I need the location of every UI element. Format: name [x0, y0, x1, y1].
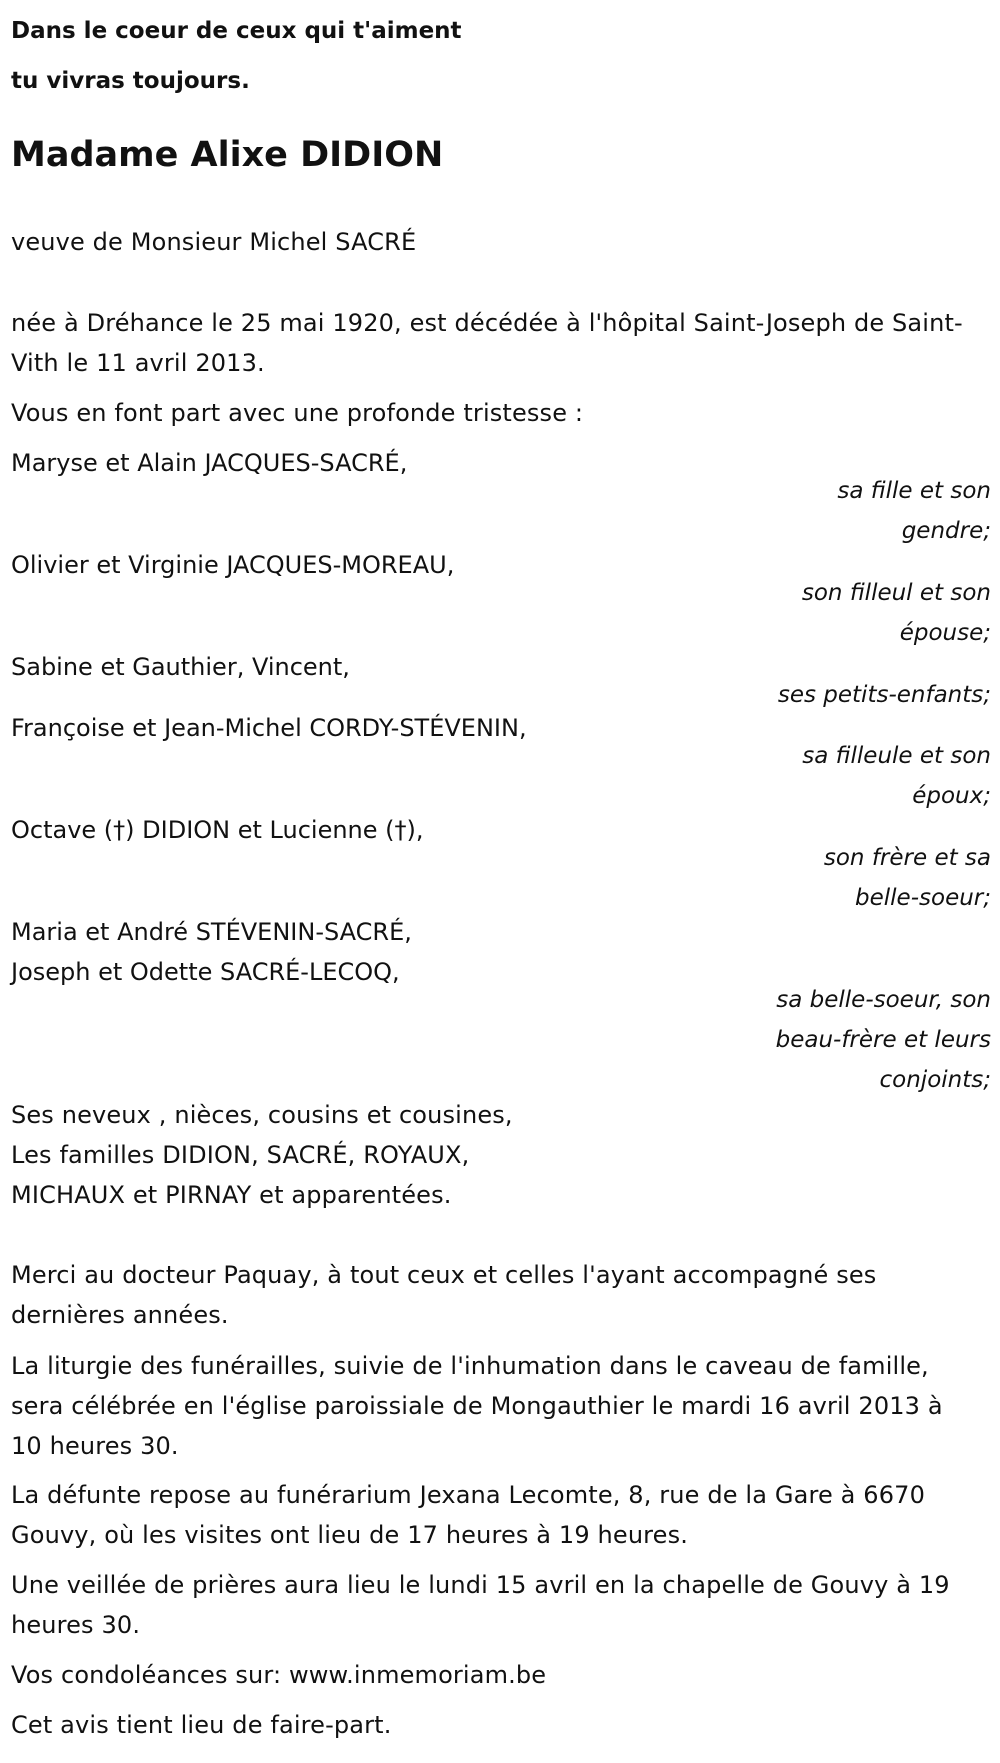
- epitaph-line-2: tu vivras toujours.: [11, 68, 250, 94]
- family-names: Maria et André STÉVENIN-SACRÉ,: [11, 918, 412, 946]
- family-names: Sabine et Gauthier, Vincent,: [11, 653, 350, 681]
- family-role: ses petits-enfants;: [777, 682, 991, 708]
- family-role: sa belle-soeur, son beau-frère et leurs conjoints;: [775, 987, 991, 1093]
- widow-line: veuve de Monsieur Michel SACRÉ: [11, 228, 417, 256]
- family-entry: [11, 647, 991, 708]
- liturgy-text: La liturgie des funérailles, suivie de l'inhumation dans le caveau de famille, sera célébrée en l'église paroissiale de Mongauthier le mardi 16 avril 2013 à 10 heures 30.: [11, 1352, 943, 1460]
- extended-family-line: Ses neveux , nièces, cousins et cousines,: [11, 1101, 513, 1129]
- family-role: son filleul et son épouse;: [801, 580, 991, 646]
- announcement-intro: Vous en font part avec une profonde tristesse :: [11, 399, 584, 427]
- vigil-text: Une veillée de prières aura lieu le lundi 15 avril en la chapelle de Gouvy à 19 heures 30.: [11, 1571, 950, 1639]
- family-names: Octave (†) DIDION et Lucienne (†),: [11, 816, 424, 844]
- family-entry: [11, 912, 991, 1093]
- extended-family-line: Les familles DIDION, SACRÉ, ROYAUX,: [11, 1141, 470, 1169]
- condolences-text: Vos condoléances sur: www.inmemoriam.be: [11, 1661, 547, 1689]
- family-entry: [11, 545, 991, 646]
- family-role: sa fille et son gendre;: [837, 478, 991, 544]
- family-role: son frère et sa belle-soeur;: [823, 845, 991, 911]
- family-names: Françoise et Jean-Michel CORDY-STÉVENIN,: [11, 714, 527, 742]
- family-entry: [11, 708, 991, 809]
- thanks-text: Merci au docteur Paquay, à tout ceux et celles l'ayant accompagné ses dernières années.: [11, 1261, 877, 1329]
- family-role: sa filleule et son époux;: [802, 743, 991, 809]
- extended-family-line: MICHAUX et PIRNAY et apparentées.: [11, 1181, 452, 1209]
- birth-death-text: née à Dréhance le 25 mai 1920, est décédée à l'hôpital Saint-Joseph de Saint-Vith le 11 avril 2013.: [11, 309, 963, 377]
- family-names: Joseph et Odette SACRÉ-LECOQ,: [11, 958, 400, 986]
- family-names: Maryse et Alain JACQUES-SACRÉ,: [11, 449, 408, 477]
- family-names: Olivier et Virginie JACQUES-MOREAU,: [11, 551, 455, 579]
- family-entry: [11, 443, 991, 544]
- family-entry: [11, 810, 991, 911]
- closing-text: Cet avis tient lieu de faire-part.: [11, 1711, 392, 1739]
- epitaph: [11, 6, 462, 106]
- epitaph-line-1: Dans le coeur de ceux qui t'aiment: [11, 18, 462, 44]
- extended-family: [11, 1095, 991, 1215]
- rest-text: La défunte repose au funérarium Jexana Lecomte, 8, rue de la Gare à 6670 Gouvy, où les visites ont lieu de 17 heures à 19 heures.: [11, 1481, 925, 1549]
- deceased-name: Madame Alixe DIDION: [11, 135, 444, 175]
